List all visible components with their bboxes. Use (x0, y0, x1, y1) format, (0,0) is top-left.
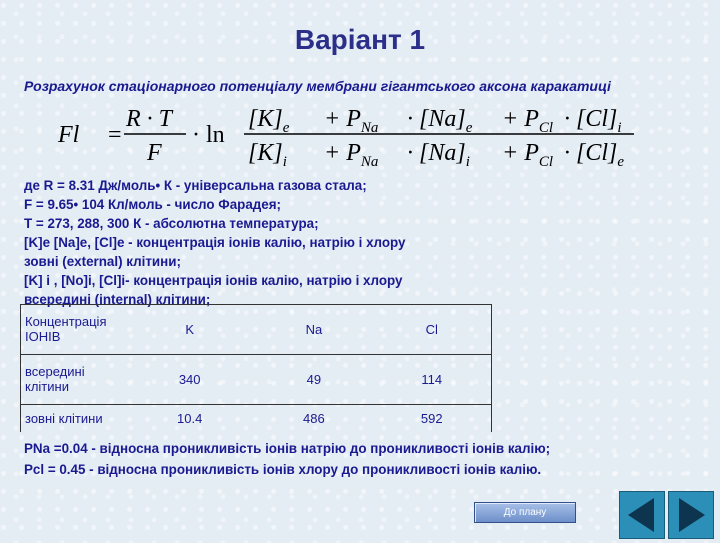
desc-line: зовні (external) клітини; (24, 254, 181, 269)
next-slide-button[interactable] (668, 491, 714, 539)
desc-line: [K]e [Na]e, [Cl]e - концентрація іонів калію, натрію і хлору (24, 235, 406, 250)
denominator-term: + $P_{Cl}$ (502, 140, 554, 170)
prev-slide-button[interactable] (619, 491, 665, 539)
numerator-subscript: e (465, 120, 473, 136)
denominator-subscript: i (465, 154, 470, 170)
header-cell: Концентрація ІОНІВ (21, 305, 125, 355)
row-label: всередині клітини (21, 354, 125, 404)
table-header-row (21, 305, 492, 355)
denominator-subscript: Na (360, 154, 379, 170)
header-cell: Cl (372, 305, 491, 355)
variable-description (24, 176, 504, 309)
triangle-right-icon (669, 492, 713, 538)
desc-line: T = 273, 288, 300 К - абсолютна температура; (24, 216, 319, 231)
denominator-subscript: i (282, 154, 287, 170)
numerator-subscript: i (617, 120, 622, 136)
numerator-subscript: Na (360, 120, 379, 136)
desc-line: всередині (internal) клітини; (24, 292, 211, 307)
prefactor-denominator: F (147, 140, 162, 166)
log-denominator (248, 140, 624, 170)
desc-line: [K] i , [No]i, [Cl]i- концентрація іонів калію, натрію і хлору (24, 273, 403, 288)
header-cell: Na (255, 305, 372, 355)
back-to-plan-button[interactable]: До плану (474, 502, 576, 523)
denominator-term: $[K]_i$ (248, 140, 287, 170)
slide-title: Варіант 1 (294, 24, 426, 55)
numerator-subscript: e (282, 120, 290, 136)
note-line: Pcl = 0.45 - відносна проникливість іонів хлору до проникливості іонів калію. (24, 462, 542, 477)
goldman-equation (52, 96, 652, 174)
note-line: PNa =0.04 - відносна проникливість іонів натрію до проникливості іонів калію; (24, 441, 551, 456)
numerator-term: + $P_{Na}$ (324, 106, 379, 136)
permeability-notes (24, 438, 714, 480)
triangle-left-icon (620, 492, 664, 538)
equation-lhs: Fl (58, 122, 80, 148)
numerator-term: $[K]_e$ (248, 106, 290, 136)
numerator-term: + $P_{Cl}$ (502, 106, 554, 136)
log-numerator (248, 106, 622, 136)
concentration-table (20, 304, 492, 432)
table-cell: 592 (372, 404, 491, 432)
table-cell: 114 (372, 354, 491, 404)
equation-equals: = (108, 122, 122, 148)
denominator-subscript: Cl (538, 154, 554, 170)
denominator-subscript: e (617, 154, 625, 170)
ln-operator: · ln (192, 122, 225, 148)
table-row (21, 404, 492, 432)
table-cell: 486 (255, 404, 372, 432)
denominator-term: · $[Cl]_e$ (564, 140, 625, 170)
numerator-subscript: Cl (538, 120, 554, 136)
row-label: зовні клітини (21, 404, 125, 432)
denominator-term: + $P_{Na}$ (324, 140, 379, 170)
denominator-term: · $[Na]_i$ (407, 140, 470, 170)
desc-line: F = 9.65• 104 Кл/моль - число Фарадея; (24, 197, 281, 212)
prefactor-numerator: R · T (126, 106, 173, 132)
desc-line: де R = 8.31 Дж/моль• К - універсальна газова стала; (24, 178, 367, 193)
slide-subtitle: Розрахунок стаціонарного потенціалу мембрани гігантського аксона каракатиці (24, 78, 611, 94)
header-cell: K (124, 305, 255, 355)
numerator-term: · $[Cl]_i$ (564, 106, 622, 136)
table-cell: 49 (255, 354, 372, 404)
table-cell: 340 (124, 354, 255, 404)
numerator-term: · $[Na]_e$ (407, 106, 473, 136)
table-cell: 10.4 (124, 404, 255, 432)
table-row (21, 354, 492, 404)
